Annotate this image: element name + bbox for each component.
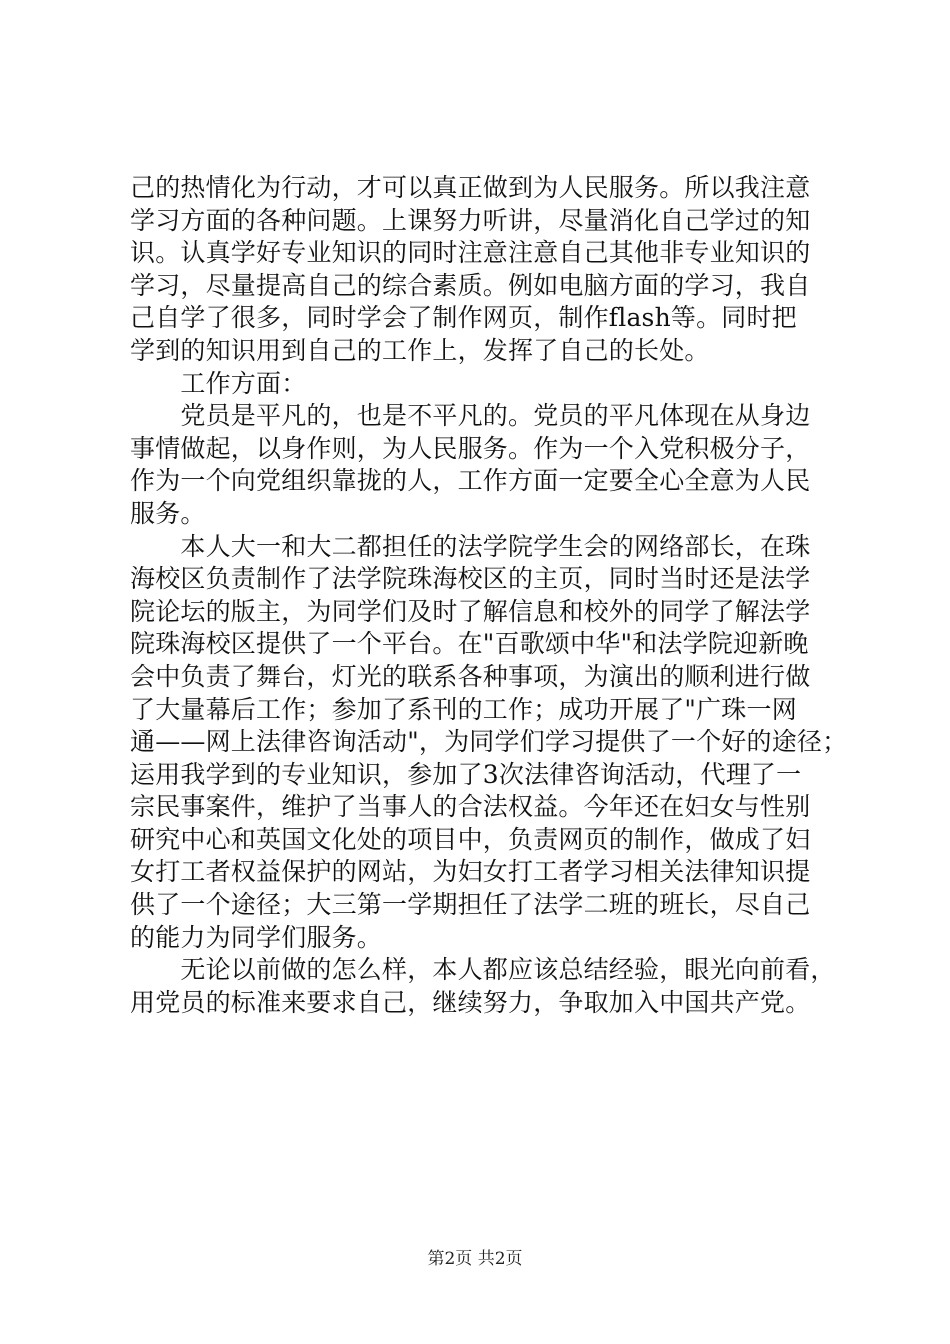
body-line: 作为一个向党组织靠拢的人，工作方面一定要全心全意为人民 bbox=[130, 466, 811, 496]
body-line: 海校区负责制作了法学院珠海校区的主页，同时当时还是法学 bbox=[130, 564, 811, 594]
page-number-footer: 第2页 共2页 bbox=[427, 1249, 523, 1269]
body-line: 用党员的标准来要求自己，继续努力，争取加入中国共产党。 bbox=[130, 987, 811, 1017]
body-line: 学到的知识用到自己的工作上，发挥了自己的长处。 bbox=[130, 335, 710, 365]
body-line: 服务。 bbox=[130, 498, 206, 528]
body-line: 事情做起，以身作则，为人民服务。作为一个入党积极分子， bbox=[130, 433, 811, 463]
body-line: 己自学了很多，同时学会了制作网页，制作flash等。同时把 bbox=[130, 303, 797, 333]
body-line: 学习，尽量提高自己的综合素质。例如电脑方面的学习，我自 bbox=[130, 270, 811, 300]
body-line: 供了一个途径；大三第一学期担任了法学二班的班长，尽自己 bbox=[130, 890, 811, 920]
body-line: 本人大一和大二都担任的法学院学生会的网络部长，在珠 bbox=[130, 531, 811, 561]
body-line: 会中负责了舞台，灯光的联系各种事项，为演出的顺利进行做 bbox=[130, 661, 811, 691]
body-line: 运用我学到的专业知识，参加了3次法律咨询活动，代理了一 bbox=[130, 759, 802, 789]
body-line: 己的热情化为行动，才可以真正做到为人民服务。所以我注意 bbox=[130, 173, 811, 202]
body-line: 宗民事案件，维护了当事人的合法权益。今年还在妇女与性别 bbox=[130, 792, 811, 822]
document-body bbox=[130, 172, 848, 1019]
body-line: 无论以前做的怎么样，本人都应该总结经验，眼光向前看， bbox=[130, 955, 836, 985]
section-heading: 工作方面： bbox=[130, 368, 307, 398]
body-line: 的能力为同学们服务。 bbox=[130, 922, 383, 952]
body-line: 识。认真学好专业知识的同时注意注意自己其他非专业知识的 bbox=[130, 238, 811, 268]
body-line: 研究中心和英国文化处的项目中，负责网页的制作，做成了妇 bbox=[130, 824, 811, 854]
body-line: 院论坛的版主，为同学们及时了解信息和校外的同学了解法学 bbox=[130, 596, 811, 626]
body-line: 学习方面的各种问题。上课努力听讲，尽量消化自己学过的知 bbox=[130, 205, 811, 235]
body-line: 党员是平凡的，也是不平凡的。党员的平凡体现在从身边 bbox=[130, 401, 811, 431]
body-line: 女打工者权益保护的网站，为妇女打工者学习相关法律知识提 bbox=[130, 857, 811, 887]
body-line: 院珠海校区提供了一个平台。在"百歌颂中华"和法学院迎新晚 bbox=[130, 629, 809, 659]
body-line: 了大量幕后工作；参加了系刊的工作；成功开展了"广珠一网 bbox=[130, 694, 797, 724]
body-line: 通——网上法律咨询活动"，为同学们学习提供了一个好的途径； bbox=[130, 727, 848, 757]
